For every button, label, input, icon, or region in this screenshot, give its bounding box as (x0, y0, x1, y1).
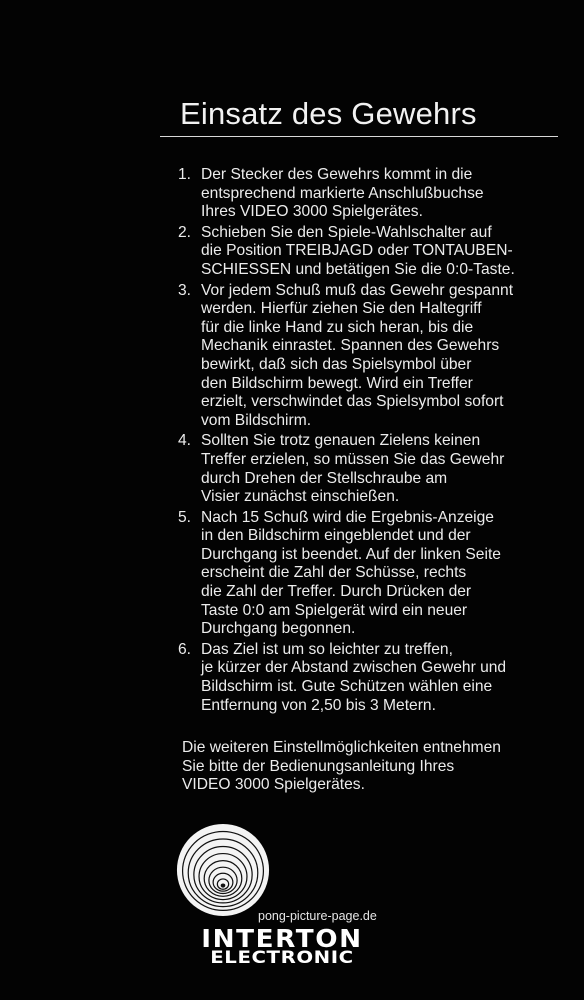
step-text-line: vom Bildschirm. (201, 411, 312, 429)
step-text-line: die Zahl der Treffer. Durch Drücken der (201, 583, 472, 601)
step-text-line: den Bildschirm bewegt. Wird ein Treffer (201, 374, 473, 392)
brand-logo (184, 926, 380, 967)
instruction-step (178, 282, 570, 431)
step-text-line: entsprechend markierte Anschlußbuchse (201, 184, 484, 202)
step-text-line: Taste 0:0 am Spielgerät wird ein neuer (201, 601, 468, 619)
step-number: 3. (178, 281, 192, 299)
step-text-line: werden. Hierfür ziehen Sie den Haltegriff (201, 300, 482, 318)
step-text-line: Schieben Sie den Spiele-Wahlschalter auf (201, 223, 492, 241)
step-text-line: Treffer erzielen, so müssen Sie das Gewehr (201, 450, 505, 468)
closing-line: VIDEO 3000 Spielgerätes. (182, 776, 365, 794)
step-text-line: in den Bildschirm eingeblendet und der (201, 527, 471, 545)
watermark-text: pong-picture-page.de (258, 909, 377, 923)
step-text-line: Durchgang ist beendet. Auf der linken Seite (201, 545, 501, 563)
step-text-line: Mechanik einrastet. Spannen des Gewehrs (201, 337, 500, 355)
step-text-line: Ihres VIDEO 3000 Spielgerätes. (201, 203, 423, 221)
step-text-line: Das Ziel ist um so leichter zu treffen, (201, 640, 453, 658)
page-title: Einsatz des Gewehrs (180, 96, 477, 131)
instruction-step (178, 166, 570, 222)
step-text-line: erzielt, verschwindet das Spielsymbol sofort (201, 393, 504, 411)
step-number: 4. (178, 432, 192, 450)
closing-note (182, 739, 501, 795)
step-text-line: durch Drehen der Stellschraube am (201, 469, 448, 487)
step-text-line: Visier zunächst einschießen. (201, 488, 400, 506)
step-number: 1. (178, 166, 192, 183)
step-text-line: erscheint die Zahl der Schüsse, rechts (201, 564, 467, 582)
step-text-line: SCHIESSEN und betätigen Sie die 0:0-Taste. (201, 260, 515, 278)
instruction-step (178, 509, 570, 639)
step-number: 6. (178, 640, 192, 658)
brand-name: INTERTON (201, 924, 363, 953)
instruction-step (178, 224, 570, 280)
step-text-line: Vor jedem Schuß muß das Gewehr gespannt (201, 281, 514, 299)
step-text-line: Nach 15 Schuß wird die Ergebnis-Anzeige (201, 508, 494, 526)
interton-target-logo-icon (176, 823, 270, 917)
step-text-line: Entfernung von 2,50 bis 3 Metern. (201, 696, 436, 714)
instruction-step (178, 641, 570, 715)
instruction-step (178, 432, 570, 506)
step-text-line: Durchgang begonnen. (201, 620, 356, 638)
instruction-list (178, 166, 570, 717)
closing-line: Die weiteren Einstellmöglichkeiten entnehmen (182, 739, 501, 756)
title-divider (160, 136, 558, 137)
step-text-line: Der Stecker des Gewehrs kommt in die (201, 166, 473, 183)
closing-line: Sie bitte der Bedienungsanleitung Ihres (182, 757, 455, 775)
step-number: 5. (178, 508, 192, 526)
step-text-line: für die linke Hand zu sich heran, bis die (201, 318, 474, 336)
step-text-line: die Position TREIBJAGD oder TONTAUBEN- (201, 242, 513, 260)
step-text-line: je kürzer der Abstand zwischen Gewehr und (201, 659, 507, 677)
step-number: 2. (178, 223, 192, 241)
step-text-line: Sollten Sie trotz genauen Zielens keinen (201, 432, 481, 450)
step-text-line: bewirkt, daß sich das Spielsymbol über (201, 355, 472, 373)
brand-subname: ELECTRONIC (210, 948, 354, 968)
step-text-line: Bildschirm ist. Gute Schützen wählen eine (201, 678, 493, 696)
